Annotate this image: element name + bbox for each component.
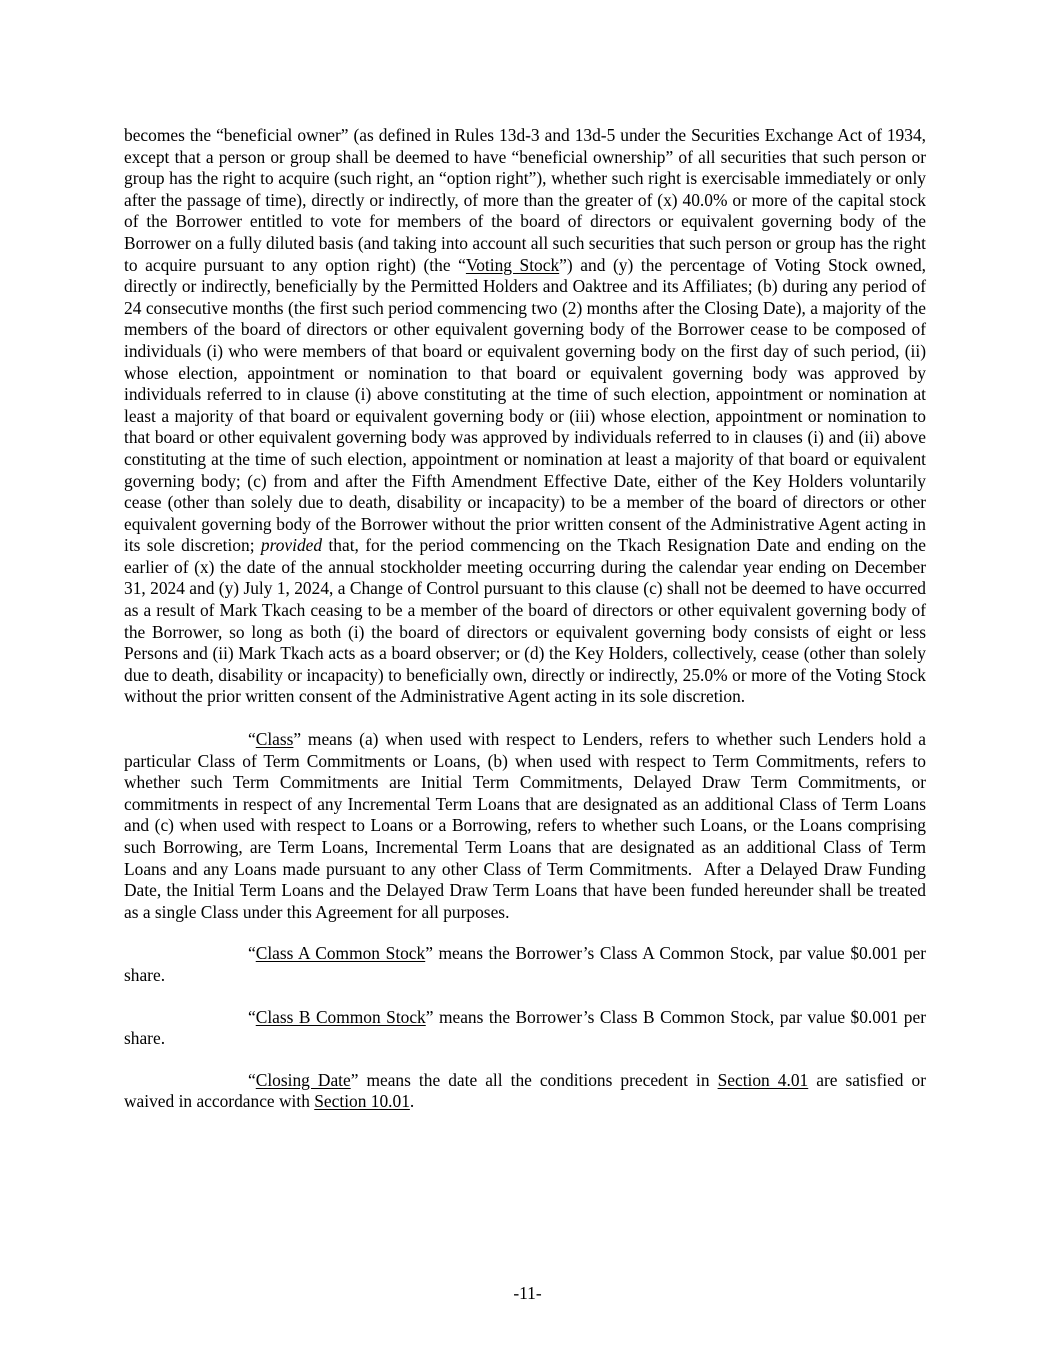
defined-term-class: Class <box>255 729 294 750</box>
text-run: that, for the period commencing on the Tkach Resignation Date and ending on the earlier of (x) the date of the annual stockholder meeting occurring during the calendar year ending on December 31, 2024 and (y) July 1, 2024, a Change of Control pursuant to this clause (c) shall not be deemed to have occurred as a result of Mark Tkach ceasing to be a member of the board of directors or other equivalent governing body of the Borrower, so long as both (i) the board of directors or equivalent governing body consists of eight or less Persons and (ii) Mark Tkach acts as a board observer; or (d) the Key Holders, collectively, cease (other than solely due to death, disability or incapacity) to beneficially own, directly or indirectly, 25.0% or more of the Voting Stock without the prior written consent of the Administrative Agent acting in its sole discretion. <box>124 535 927 707</box>
defined-term-class-a-common-stock: Class A Common Stock <box>255 943 426 964</box>
definition-body: ” means the date all the conditions precedent in <box>350 1069 718 1090</box>
text-run: ”) and (y) the percentage of Voting Stock owned, directly or indirectly, beneficially by the Permitted Holders and Oaktree and its Affiliates; (b) during any period of 24 consecutive months (the first such period commencing two (2) months after the Closing Date), a majority of the members of the board of directors or other equivalent governing body of the Borrower cease to be composed of individuals (i) who were members of that board or equivalent governing body on the first day of such period, (ii) whose election, appointment or nomination to that board or equivalent governing body was approved by individuals referred to in clause (i) above constituting at the time of such election, appointment or nomination at least a majority of that board or equivalent governing body or (iii) whose election, appointment or nomination to that board or other equivalent governing body was approved by individuals referred to in clauses (i) and (ii) above constituting at the time of such election, appointment or nomination at least a majority of that board or equivalent governing body; (c) from and after the Fifth Amendment Effective Date, either of the Key Holders voluntarily cease (other than solely due to death, disability or incapacity) to be a member of the board of directors or other equivalent governing body of the Borrower without the prior written consent of the Administrative Agent acting in its sole discretion; <box>124 254 926 556</box>
definition-class-b-common-stock <box>124 1007 926 1050</box>
definition-body: are satisfied or waived in accordance with <box>124 1069 927 1112</box>
open-quote: “ <box>248 1069 256 1090</box>
definition-class <box>124 729 926 923</box>
section-reference-10-01: Section 10.01 <box>314 1091 410 1112</box>
proviso-italic: provided <box>260 535 323 556</box>
defined-term-closing-date: Closing Date <box>255 1069 351 1090</box>
definition-closing-date <box>124 1070 926 1113</box>
defined-term-class-b-common-stock: Class B Common Stock <box>255 1006 426 1027</box>
page-number: -11- <box>513 1283 542 1303</box>
definition-body: ” means the Borrower’s Class B Common Stock, par value $0.001 per share. <box>124 1006 926 1049</box>
document-page <box>124 125 926 1113</box>
open-quote: “ <box>248 729 256 750</box>
open-quote: “ <box>248 1006 256 1027</box>
open-quote: “ <box>248 943 256 964</box>
definition-body: . <box>409 1091 415 1112</box>
definition-class-a-common-stock <box>124 943 926 986</box>
defined-term-voting-stock: Voting Stock <box>465 254 560 275</box>
definition-body: ” means the Borrower’s Class A Common Stock, par value $0.001 per share. <box>124 943 926 985</box>
definition-body: ” means (a) when used with respect to Lenders, refers to whether such Lenders hold a particular Class of Term Commitments or Loans, (b) when used with respect to Term Commitments, refers to whether such Term Commitments are Initial Term Commitments, Delayed Draw Term Commitments, or commitments in respect of any Incremental Term Loans that are designated as an additional Class of Term Loans and (c) when used with respect to Loans or a Borrowing, refers to whether such Loans, or the Loans comprising such Borrowing, are Term Loans, Incremental Term Loans that are designated as an additional Class of Term Loans and any Loans made pursuant to any other Class of Term Commitments. After a Delayed Draw Funding Date, the Initial Term Loans and the Delayed Draw Term Loans that have been funded hereunder shall be treated as a single Class under this Agreement for all purposes. <box>124 729 926 922</box>
text-run: becomes the “beneficial owner” (as defined in Rules 13d-3 and 13d-5 under the Securities Exchange Act of 1934, except that a person or group shall be deemed to have “beneficial ownership” of all securities that such person or group has the right to acquire (such right, an “option right”), whether such right is exercisable immediately or only after the passage of time), directly or indirectly, of more than the greater of (x) 40.0% or more of the capital stock of the Borrower entitled to vote for members of the board of directors or equivalent governing body of the Borrower on a fully diluted basis (and taking into account all such securities that such person or group has the right to acquire pursuant to any option right) (the “ <box>124 125 926 275</box>
change-of-control-continuation <box>124 125 926 708</box>
section-reference-4-01: Section 4.01 <box>717 1069 809 1090</box>
